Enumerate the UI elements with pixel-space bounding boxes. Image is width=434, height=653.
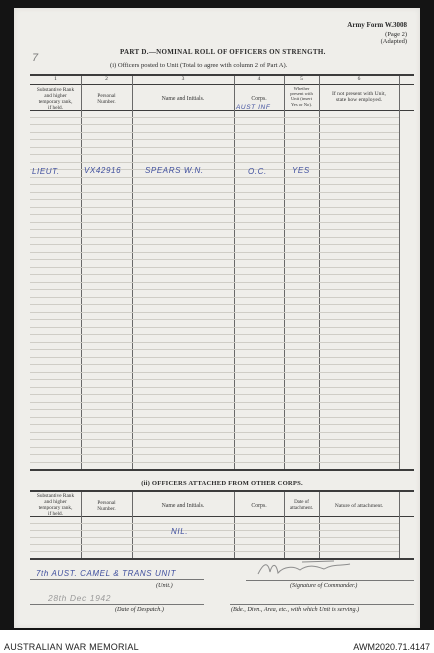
col-number-2: 2 — [105, 76, 108, 82]
table1-row-line — [30, 297, 399, 298]
part-d-section-ii-title: (ii) OFFICERS ATTACHED FROM OTHER CORPS. — [141, 480, 303, 487]
table1-row-line — [30, 207, 399, 208]
entry-personal-number: VX42916 — [84, 166, 122, 175]
table1-row-line — [30, 192, 399, 193]
entry-corps: O.C. — [248, 167, 267, 176]
table1-row-line — [30, 319, 399, 320]
date-line — [30, 604, 204, 605]
table1-row-line — [30, 439, 399, 440]
table1-row-line — [30, 327, 399, 328]
table1-row-line — [30, 154, 399, 155]
table1-row-line — [30, 364, 399, 365]
table1-bottom-rule — [30, 469, 414, 471]
table2-row-line — [30, 544, 399, 545]
table2-divider — [319, 492, 320, 558]
table1-row-line — [30, 447, 399, 448]
col-number-5: 5 — [300, 76, 303, 82]
table2-divider — [399, 492, 400, 558]
table1-row-line — [30, 342, 399, 343]
table1-row-line — [30, 132, 399, 133]
table1-number-rule — [30, 84, 414, 85]
col-header-present: Whether present with Unit (insert Yes or No). — [290, 86, 313, 107]
table1-divider — [319, 76, 320, 469]
table1-row-line — [30, 267, 399, 268]
col-header-employment: If not present with Unit, state how employed. — [332, 91, 386, 103]
entry-rank: LIEUT. — [32, 167, 60, 176]
table1-row-line — [30, 139, 399, 140]
table1-row-line — [30, 244, 399, 245]
date-value: 28th Dec 1942 — [48, 593, 112, 603]
table2-divider — [284, 492, 285, 558]
table1-row-line — [30, 334, 399, 335]
table2-divider — [132, 492, 133, 558]
table1-row-line — [30, 124, 399, 125]
t2-header-date: Date of attachment. — [289, 500, 314, 511]
col-header-corps: Corps. — [251, 96, 267, 102]
table1-divider — [234, 76, 235, 469]
table1-row-line — [30, 214, 399, 215]
entry-name: SPEARS W.N. — [145, 166, 204, 175]
table1-row-line — [30, 229, 399, 230]
archive-credit: AUSTRALIAN WAR MEMORIAL — [4, 642, 139, 652]
form-adapted: (Adapted) — [380, 38, 407, 45]
col-number-1: 1 — [54, 76, 57, 82]
table2-top-rule — [30, 490, 414, 492]
unit-line — [30, 579, 204, 580]
form-page: (Page 2) — [385, 31, 407, 38]
table1-row-line — [30, 222, 399, 223]
archive-accession-number: AWM2020.71.4147 — [353, 642, 430, 652]
entry-corps-unit: AUST INF — [236, 104, 271, 111]
table1-row-line — [30, 304, 399, 305]
commander-signature — [254, 558, 364, 580]
form-number: Army Form W.3008 — [347, 21, 407, 29]
table1-row-line — [30, 199, 399, 200]
t2-header-corps: Corps. — [251, 503, 267, 509]
col-number-6: 6 — [357, 76, 361, 82]
table1-divider — [399, 76, 400, 469]
table1-row-line — [30, 424, 399, 425]
table1-row-line — [30, 237, 399, 238]
table2-divider — [81, 492, 82, 558]
bde-label: (Bde., Divn., Area, etc., with which Unit is serving.) — [231, 606, 360, 613]
table2-divider — [234, 492, 235, 558]
col-number-4: 4 — [257, 76, 261, 82]
part-d-subtitle: (i) Officers posted to Unit (Total to agree with column 2 of Part A). — [110, 62, 288, 69]
t2-header-rank: Substantive Rank and higher temporary rank, if held. — [36, 493, 75, 517]
table1-divider — [81, 76, 82, 469]
army-form-page — [14, 8, 420, 628]
table1-divider — [132, 76, 133, 469]
table2-row-line — [30, 530, 399, 531]
archive-credit-bar — [0, 630, 434, 653]
col-header-rank: Substantive Rank and higher temporary rank, if held. — [36, 87, 75, 111]
table1-row-line — [30, 387, 399, 388]
table1-row-line — [30, 462, 399, 463]
table1-row-line — [30, 432, 399, 433]
table2-header-rule — [30, 516, 414, 517]
table1-row-line — [30, 394, 399, 395]
signature-label: (Signature of Commander.) — [290, 582, 358, 589]
table1-row-line — [30, 417, 399, 418]
table1-row-line — [30, 372, 399, 373]
pencil-mark: 7 — [32, 52, 39, 64]
table1-row-line — [30, 402, 399, 403]
table1-row-line — [30, 184, 399, 185]
table1-row-line — [30, 312, 399, 313]
table1-row-line — [30, 162, 399, 163]
col-number-3: 3 — [181, 76, 185, 82]
entry-nil: NIL. — [171, 527, 189, 536]
table1-row-line — [30, 454, 399, 455]
table1-row-line — [30, 357, 399, 358]
part-d-title: PART D.—NOMINAL ROLL OF OFFICERS ON STRENGTH. — [120, 48, 326, 56]
t2-header-personal-number: Personal Number. — [97, 500, 116, 512]
unit-value: 7th AUST. CAMEL & TRANS UNIT — [36, 569, 177, 578]
col-header-personal-number: Personal Number. — [97, 93, 116, 105]
table1-row-line — [30, 117, 399, 118]
table1-row-line — [30, 409, 399, 410]
table1-row-line — [30, 349, 399, 350]
table1-row-line — [30, 259, 399, 260]
table1-header-rule — [30, 110, 414, 111]
t2-header-name: Name and Initials. — [161, 503, 205, 509]
signature-line — [246, 580, 414, 581]
bde-line — [230, 604, 414, 605]
table1-row-line — [30, 177, 399, 178]
table2-row-line — [30, 551, 399, 552]
table1-row-line — [30, 274, 399, 275]
t2-header-nature: Nature of attachment. — [334, 503, 384, 509]
table1-row-line — [30, 147, 399, 148]
table2-row-line — [30, 523, 399, 524]
table1-divider — [284, 76, 285, 469]
table1-row-line — [30, 252, 399, 253]
table1-row-line — [30, 289, 399, 290]
unit-label: (Unit.) — [156, 582, 173, 589]
date-label: (Date of Despatch.) — [115, 606, 164, 613]
table2-row-line — [30, 537, 399, 538]
col-header-name: Name and Initials. — [161, 96, 205, 102]
table1-row-line — [30, 379, 399, 380]
entry-present: YES — [292, 166, 310, 175]
table1-row-line — [30, 282, 399, 283]
